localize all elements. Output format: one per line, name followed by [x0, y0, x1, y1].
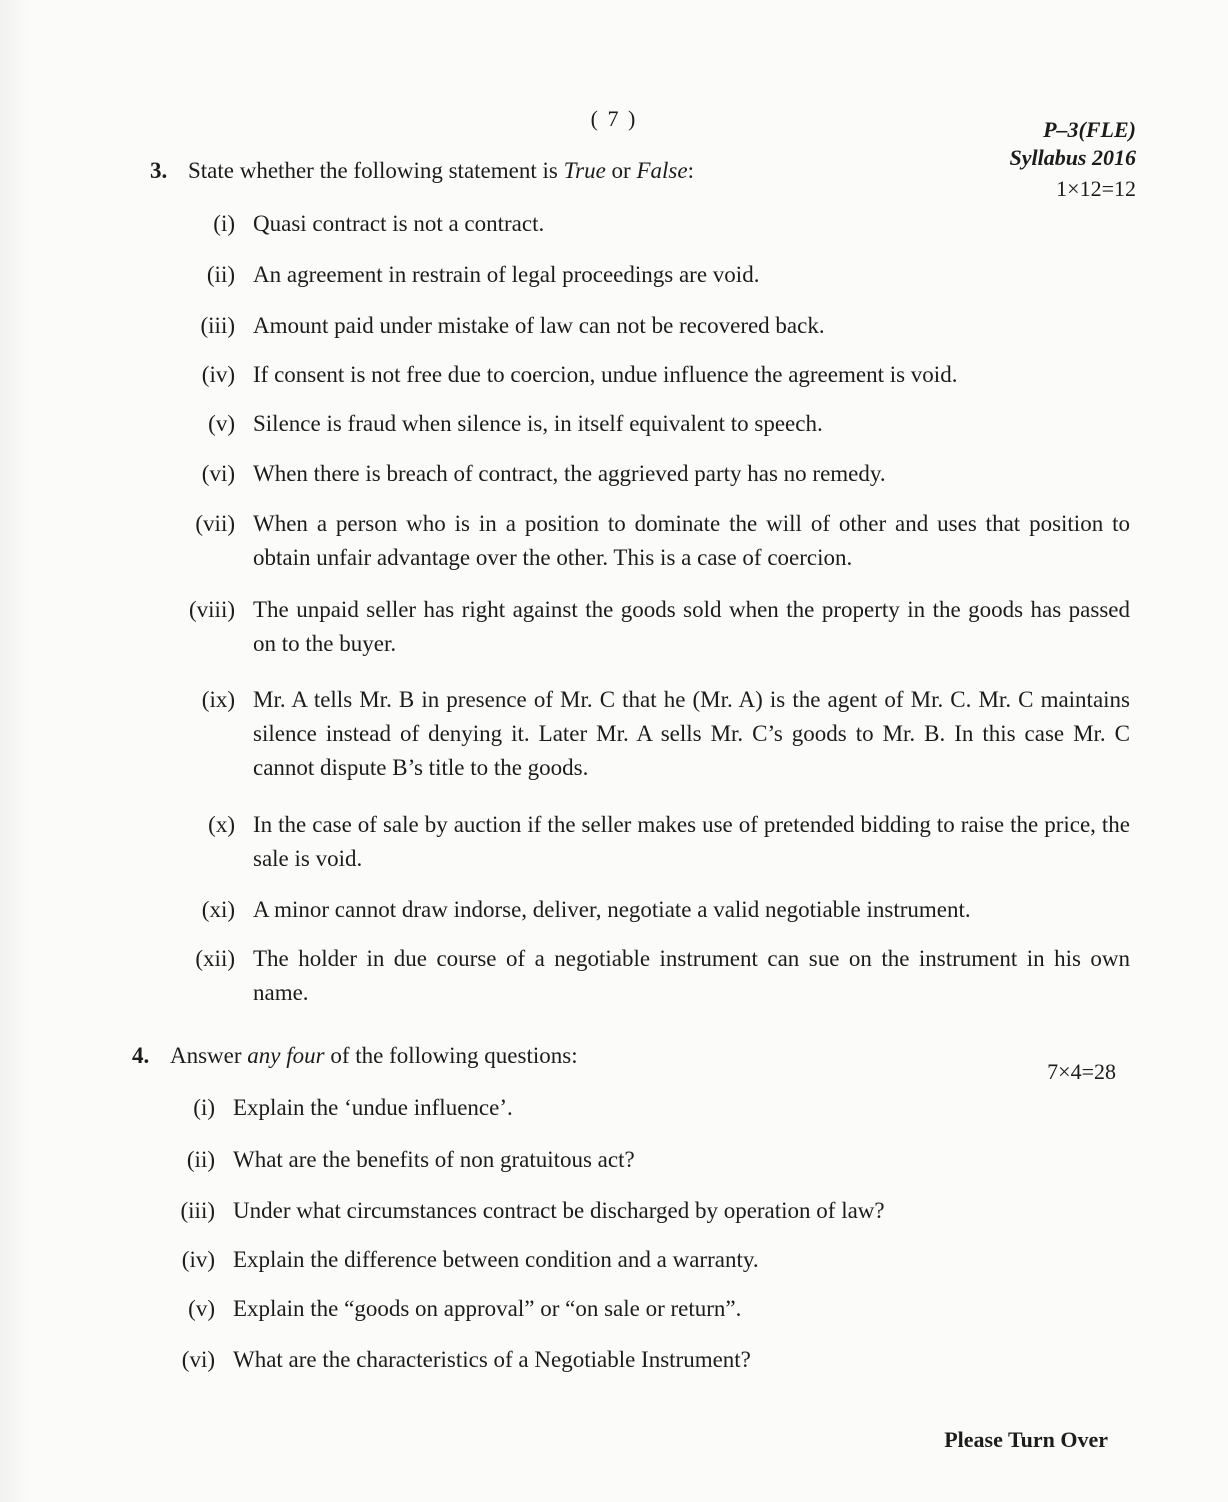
- paper-code: P–3(FLE): [1043, 117, 1136, 142]
- q3-item-label: (v): [208, 411, 235, 436]
- q4-item-label: (iv): [181, 1247, 215, 1272]
- q4-item-text: What are the characteristics of a Negotiable Instrument?: [233, 1347, 751, 1372]
- question-4-number: 4.: [132, 1043, 150, 1068]
- q3-item-text: If consent is not free due to coercion, undue influence the agreement is void.: [253, 362, 958, 387]
- instruction-text-end: of the following questions:: [324, 1043, 578, 1068]
- instruction-false: False: [636, 158, 688, 183]
- q4-item-label: (vi): [181, 1347, 215, 1372]
- instruction-text: Answer: [170, 1043, 248, 1068]
- question-3-number: 3.: [150, 158, 168, 183]
- q4-item-text: Explain the difference between condition and a warranty.: [233, 1247, 759, 1272]
- question-3-heading: [150, 158, 694, 184]
- q3-item-text: Quasi contract is not a contract.: [253, 211, 545, 236]
- instruction-text: State whether the following statement is: [188, 158, 564, 183]
- q3-item-text: Amount paid under mistake of law can not be recovered back.: [253, 313, 825, 338]
- instruction-any-four: any four: [247, 1043, 325, 1068]
- question-4-instruction: [170, 1043, 578, 1068]
- question-3-marks: 1×12=12: [1056, 176, 1136, 201]
- q3-item-text: When a person who is in a position to dominate the will of other and uses that position to obtain unfair advantage over the other. This is a case of coercion.: [253, 511, 1130, 570]
- q3-item-text: When there is breach of contract, the aggrieved party has no remedy.: [253, 461, 886, 486]
- q3-item-text: An agreement in restrain of legal proceedings are void.: [253, 262, 760, 287]
- paper-code-block: [1009, 116, 1136, 172]
- q4-item-text: Under what circumstances contract be discharged by operation of law?: [233, 1198, 885, 1223]
- q3-item-label: (vi): [201, 461, 235, 486]
- q3-item-label: (iii): [200, 313, 235, 338]
- q4-item-label: (ii): [186, 1147, 215, 1172]
- q3-item-text: Mr. A tells Mr. B in presence of Mr. C that he (Mr. A) is the agent of Mr. C. Mr. C maintains silence instead of denying it. Later Mr. A sells Mr. C’s goods to Mr. B. In this case Mr. C cannot dispute B’s title to the goods.: [253, 687, 1130, 780]
- page-number: ( 7 ): [590, 106, 638, 131]
- q3-item-text: In the case of sale by auction if the seller makes use of pretended bidding to raise the price, the sale is void.: [253, 812, 1130, 871]
- q3-item-label: (x): [208, 812, 235, 837]
- q4-item-text: What are the benefits of non gratuitous act?: [233, 1147, 635, 1172]
- question-3-instruction: [188, 158, 694, 183]
- q4-item-label: (v): [188, 1296, 215, 1321]
- instruction-true: True: [563, 158, 606, 183]
- q3-item-text: The unpaid seller has right against the goods sold when the property in the goods has passed on to the buyer.: [253, 597, 1130, 656]
- syllabus-label: Syllabus 2016: [1009, 145, 1136, 170]
- question-4-marks: 7×4=28: [1047, 1059, 1116, 1084]
- q3-item-label: (viii): [189, 597, 235, 622]
- q3-item-label: (iv): [201, 362, 235, 387]
- q4-item-text: Explain the ‘undue influence’.: [233, 1095, 513, 1120]
- q3-item-text: Silence is fraud when silence is, in itself equivalent to speech.: [253, 411, 823, 436]
- q3-item-label: (xi): [201, 897, 235, 922]
- q3-item-label: (i): [213, 211, 235, 236]
- q4-item-label: (i): [193, 1095, 215, 1120]
- q3-item-label: (vii): [195, 511, 235, 536]
- q4-item-text: Explain the “goods on approval” or “on sale or return”.: [233, 1296, 742, 1321]
- q4-item-label: (iii): [180, 1198, 215, 1223]
- please-turn-over: Please Turn Over: [944, 1427, 1108, 1452]
- page-edge-shadow: [0, 0, 30, 1502]
- q3-item-label: (ix): [201, 687, 235, 712]
- q3-item-label: (ii): [206, 262, 235, 287]
- q3-item-text: A minor cannot draw indorse, deliver, negotiate a valid negotiable instrument.: [253, 897, 971, 922]
- q3-item-label: (xii): [195, 946, 235, 971]
- instruction-colon: :: [687, 158, 694, 183]
- q3-item-text: The holder in due course of a negotiable instrument can sue on the instrument in his own name.: [253, 946, 1130, 1005]
- instruction-or: or: [605, 158, 637, 183]
- question-4-heading: [132, 1043, 578, 1069]
